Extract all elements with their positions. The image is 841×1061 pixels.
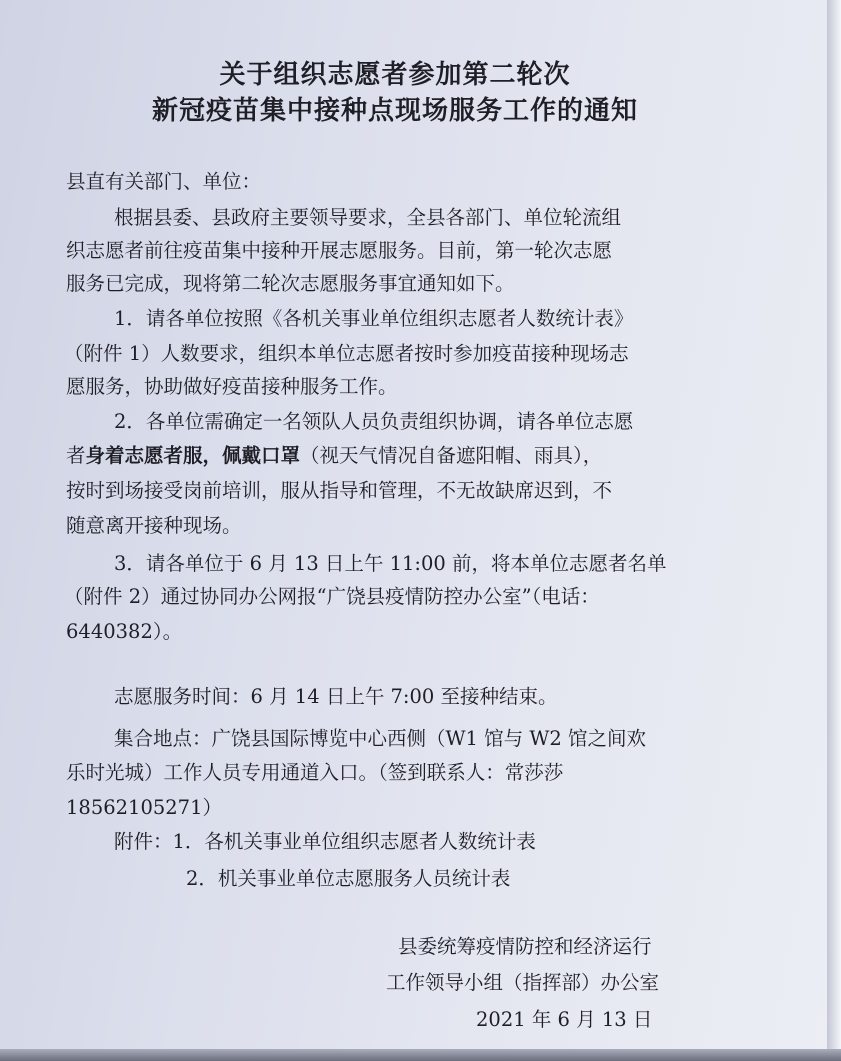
item-2-line-2 [66, 443, 602, 469]
item-2-line-4: 随意离开接种现场。 [66, 514, 242, 537]
item-3-line-1: 3．请各单位于 6 月 13 日上午 11:00 前，将本单位志愿者名单 [114, 552, 667, 575]
item-1-line-2: （附件 1）人数要求，组织本单位志愿者按时参加疫苗接种现场志 [64, 342, 629, 365]
issue-date: 2021 年 6 月 13 日 [476, 1008, 653, 1031]
notice-title-line-1: 关于组织志愿者参加第二轮次 [219, 60, 571, 90]
item-2-line-1: 2．各单位需确定一名领队人员负责组织协调，请各单位志愿 [114, 410, 634, 433]
meeting-place-line-2: 乐时光城）工作人员专用通道入口。（签到联系人：常莎莎 [66, 761, 564, 784]
meeting-place-line-1: 集合地点：广饶县国际博览中心西侧（W1 馆与 W2 馆之间欢 [114, 727, 646, 750]
intro-line-3: 服务已完成，现将第二轮次志愿服务事宜通知如下。 [66, 272, 515, 295]
item-1-line-3: 愿服务，协助做好疫苗接种服务工作。 [66, 375, 398, 398]
notice-title-line-2: 新冠疫苗集中接种点现场服务工作的通知 [151, 96, 638, 126]
item-2-emphasis: 身着志愿者服，佩戴口罩 [85, 444, 301, 467]
item-2-line-2-prefix: 者 [66, 444, 86, 467]
intro-line-1: 根据县委、县政府主要领导要求，全县各部门、单位轮流组 [114, 206, 622, 229]
attachment-item-1: 附件：1．各机关事业单位组织志愿者人数统计表 [114, 830, 536, 853]
service-time: 志愿服务时间：6 月 14 日上午 7:00 至接种结束。 [114, 685, 558, 708]
item-2-line-2-suffix: （视天气情况自备遮阳帽、雨具）， [300, 444, 603, 467]
attachment-item-2: 2．机关事业单位志愿服务人员统计表 [186, 867, 511, 890]
intro-line-2: 织志愿者前往疫苗集中接种开展志愿服务。目前，第一轮次志愿 [66, 239, 613, 262]
monitor-bezel-right [827, 0, 841, 1061]
issuer-line-1: 县委统筹疫情防控和经济运行 [398, 935, 652, 958]
item-3-line-2: （附件 2）通过协同办公网报“广饶县疫情防控办公室”（电话： [64, 585, 600, 608]
monitor-bezel-bottom [0, 1049, 841, 1061]
item-1-line-1: 1．请各单位按照《各机关事业单位组织志愿者人数统计表》 [114, 307, 634, 330]
item-2-line-3: 按时到场接受岗前培训，服从指导和管理，不无故缺席迟到，不 [66, 479, 613, 502]
meeting-place-line-3: 18562105271） [66, 796, 222, 819]
item-3-line-3: 6440382）。 [66, 620, 183, 643]
issuer-line-2: 工作领导小组（指挥部）办公室 [386, 971, 660, 994]
salutation: 县直有关部门、单位： [66, 170, 262, 193]
